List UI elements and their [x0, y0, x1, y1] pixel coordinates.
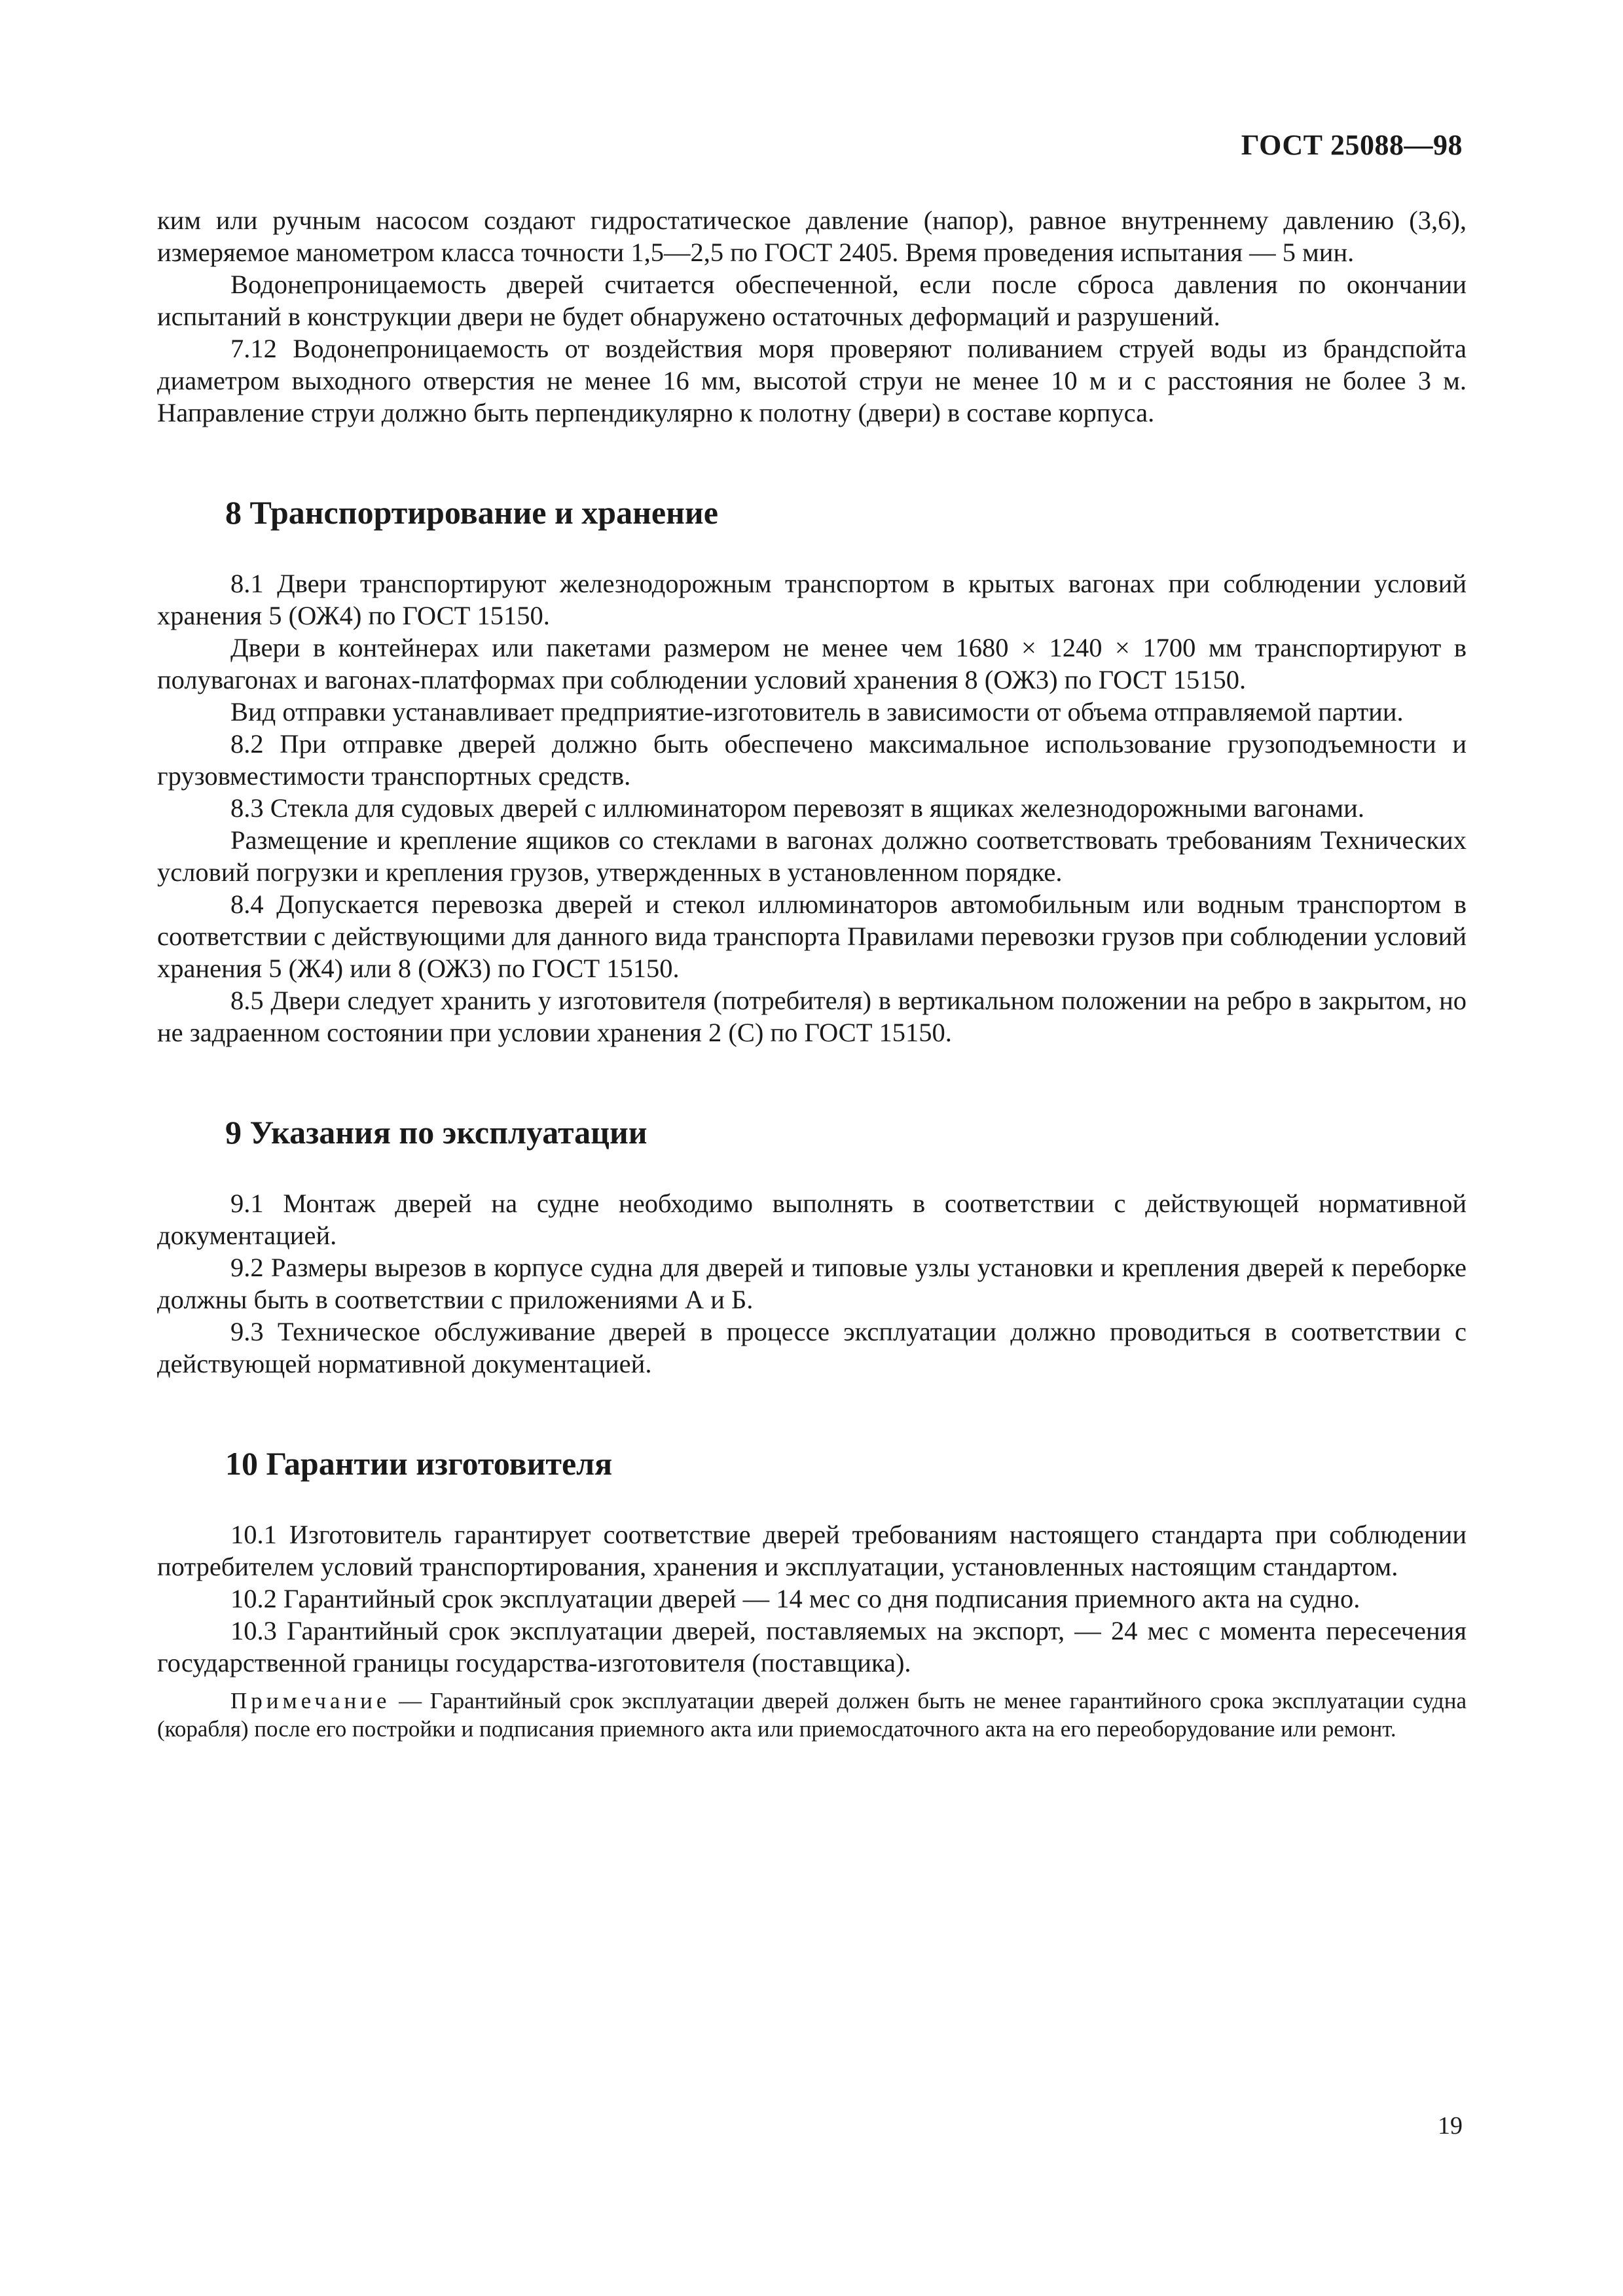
paragraph: 10.2 Гарантийный срок эксплуатации дверей — 14 мес со дня подписания приемного акта на судно.	[230, 1584, 1360, 1613]
paragraph: 10.1 Изготовитель гарантирует соответствие дверей требованиям настоящего стандарта при соблюдении потребителем условий транспортирования, хранения и эксплуатации, установленных настоящим стандартом.	[157, 1520, 1467, 1581]
paragraph: 7.12 Водонепроницаемость от воздействия моря проверяют поливанием струей воды из брандспойта диаметром выходного отверстия не менее 16 мм, высотой струи не менее 10 м и с расстояния не более 3 м. Направление струи должно быть перпендикулярно к полотну (двери) в составе корпуса.	[157, 334, 1467, 427]
page-header-code: ГОСТ 25088—98	[1241, 129, 1463, 161]
paragraph: 9.2 Размеры вырезов в корпусе судна для дверей и типовые узлы установки и крепления дверей к переборке должны быть в соответствии с приложениями А и Б.	[157, 1253, 1467, 1314]
note-lead: Примечание	[230, 1688, 391, 1713]
paragraph: 9.3 Техническое обслуживание дверей в процессе эксплуатации должно проводиться в соответствии с действующей нормативной документацией.	[157, 1317, 1467, 1378]
section-heading: 8 Транспортирование и хранение	[225, 494, 718, 531]
paragraph: 8.4 Допускается перевозка дверей и стекол иллюминаторов автомобильным или водным транспортом в соответствии с действующими для данного вида транспорта Правилами перевозки грузов при соблюдении условий хранения 5 (Ж4) или 8 (ОЖ3) по ГОСТ 15150.	[157, 889, 1467, 983]
paragraph: 9.1 Монтаж дверей на судне необходимо выполнять в соответствии с действующей нормативной документацией.	[157, 1189, 1467, 1250]
paragraph: 8.5 Двери следует хранить у изготовителя (потребителя) в вертикальном положении на ребро в закрытом, но не задраенном состоянии при условии хранения 2 (С) по ГОСТ 15150.	[157, 986, 1467, 1047]
paragraph: 8.2 При отправке дверей должно быть обеспечено максимальное использование грузоподъемности и грузовместимости транспортных средств.	[157, 729, 1467, 791]
page-number: 19	[1438, 2112, 1463, 2140]
paragraph: Вид отправки устанавливает предприятие-изготовитель в зависимости от объема отправляемой партии.	[230, 697, 1404, 726]
paragraph: 10.3 Гарантийный срок эксплуатации дверей, поставляемых на экспорт, — 24 мес с момента пересечения государственной границы государства-изготовителя (поставщика).	[157, 1616, 1467, 1677]
paragraph: 8.1 Двери транспортируют железнодорожным транспортом в крытых вагонах при соблюдении условий хранения 5 (ОЖ4) по ГОСТ 15150.	[157, 569, 1467, 630]
document-body	[157, 204, 1467, 1743]
paragraph: 8.3 Стекла для судовых дверей с иллюминатором перевозят в ящиках железнодорожными вагонами.	[230, 793, 1364, 823]
paragraph: ким или ручным насосом создают гидростатическое давление (напор), равное внутреннему давлению (3,6), измеряемое манометром класса точности 1,5—2,5 по ГОСТ 2405. Время проведения испытания — 5 мин.	[157, 206, 1467, 267]
paragraph: Двери в контейнерах или пакетами размером не менее чем 1680 × 1240 × 1700 мм транспортируют в полувагонах и вагонах-платформах при соблюдении условий хранения 8 (ОЖ3) по ГОСТ 15150.	[157, 633, 1467, 694]
section-heading: 10 Гарантии изготовителя	[225, 1445, 613, 1482]
paragraph: Водонепроницаемость дверей считается обеспеченной, если после сброса давления по окончании испытаний в конструкции двери не будет обнаружено остаточных деформаций и разрушений.	[157, 270, 1467, 331]
paragraph: Размещение и крепление ящиков со стеклами в вагонах должно соответствовать требованиям Технических условий погрузки и крепления грузов, утвержденных в установленном порядке.	[157, 825, 1467, 887]
note-text: — Гарантийный срок эксплуатации дверей должен быть не менее гарантийного срока эксплуатации судна (корабля) после его постройки и подписания приемного акта или приемосдаточного акта на его переоборудование или ремонт.	[157, 1688, 1467, 1742]
note	[157, 1687, 1467, 1743]
section-heading: 9 Указания по эксплуатации	[225, 1114, 647, 1151]
